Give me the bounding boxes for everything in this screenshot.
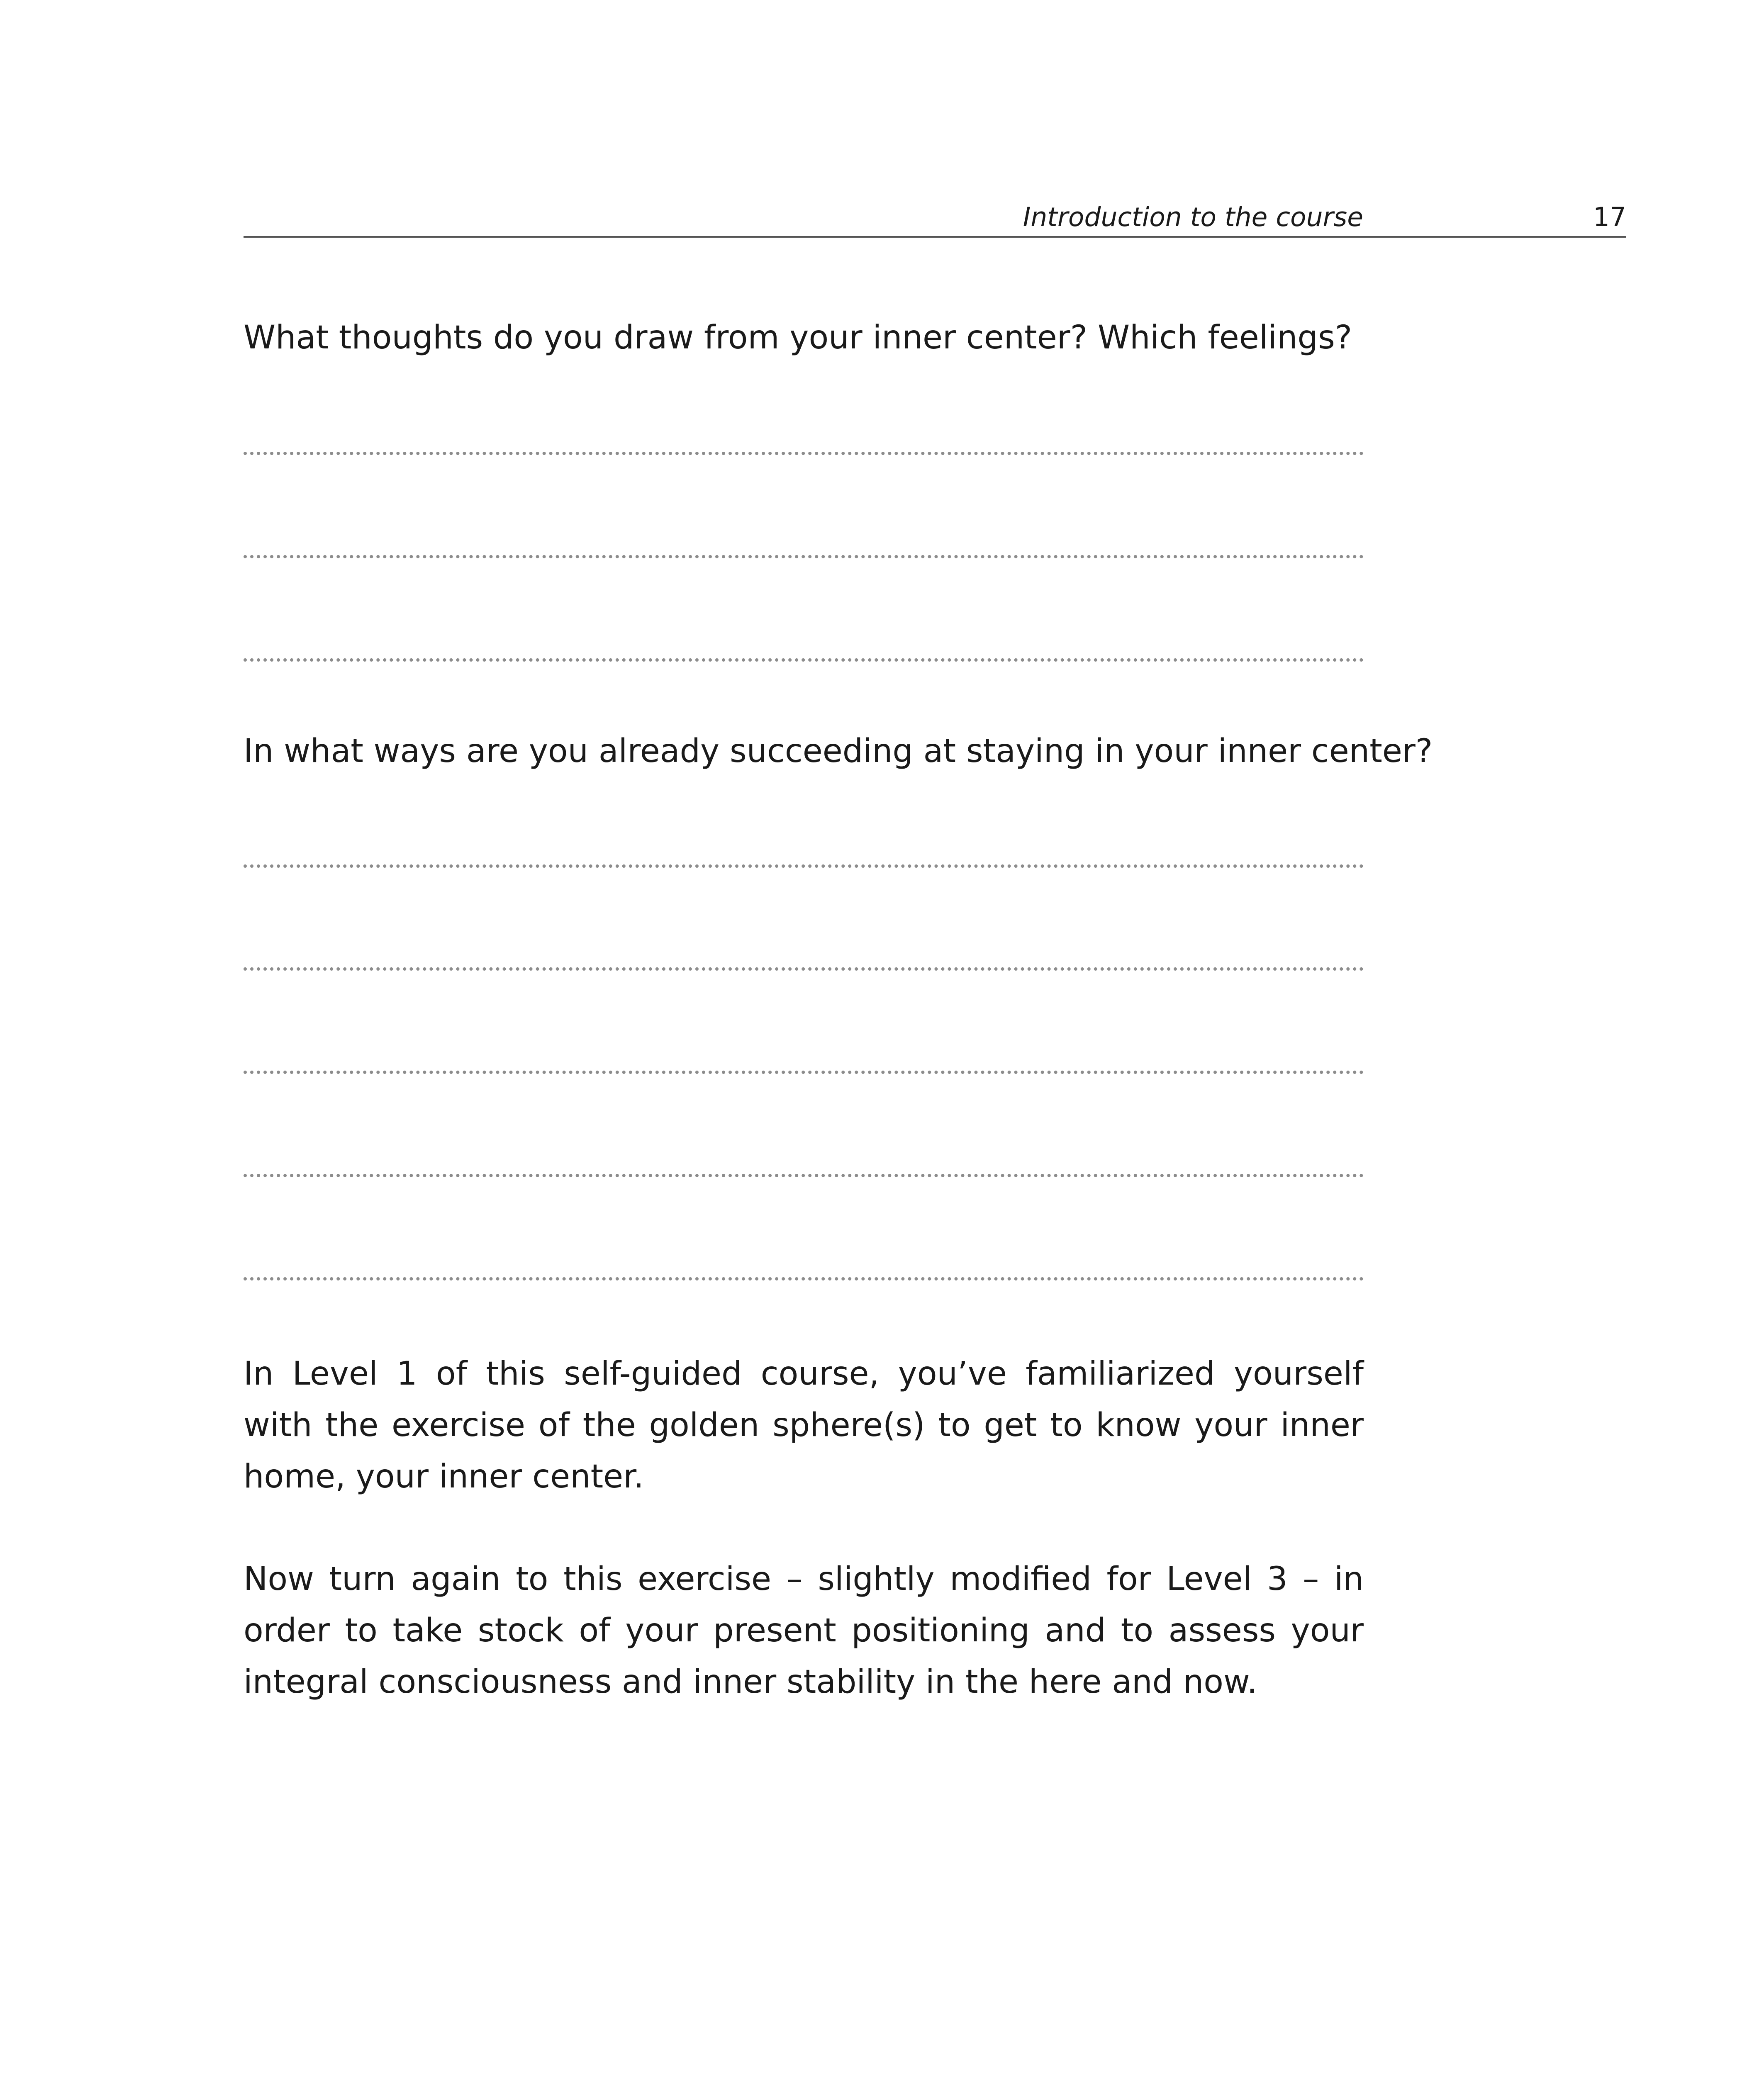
answer-line-1-3[interactable] (244, 658, 1364, 662)
running-header (244, 193, 1626, 238)
body-paragraph-1: In Level 1 of this self-guided course, you’ve familiarized yourself with the exercise of the golden sphere(s) to get to know your inner home, your inner center. (244, 1355, 1364, 1495)
page-number: 17 (1593, 202, 1626, 232)
answer-line-2-4[interactable] (244, 1174, 1364, 1177)
header-title: Introduction to the course (1023, 202, 1363, 232)
answer-line-2-2[interactable] (244, 967, 1364, 971)
answer-line-1-2[interactable] (244, 555, 1364, 558)
answer-line-2-3[interactable] (244, 1071, 1364, 1074)
answer-line-2-1[interactable] (244, 864, 1364, 868)
question-1: What thoughts do you draw from your inner center? Which feelings? (244, 319, 1352, 356)
answer-line-2-5[interactable] (244, 1277, 1364, 1280)
question-2: In what ways are you already succeeding at staying in your inner center? (244, 733, 1433, 770)
answer-line-1-1[interactable] (244, 452, 1364, 455)
body-paragraph-2: Now turn again to this exercise – slightly modified for Level 3 – in order to take stock of your present positioning and to assess your integral consciousness and inner stability in the here and now. (244, 1560, 1364, 1701)
